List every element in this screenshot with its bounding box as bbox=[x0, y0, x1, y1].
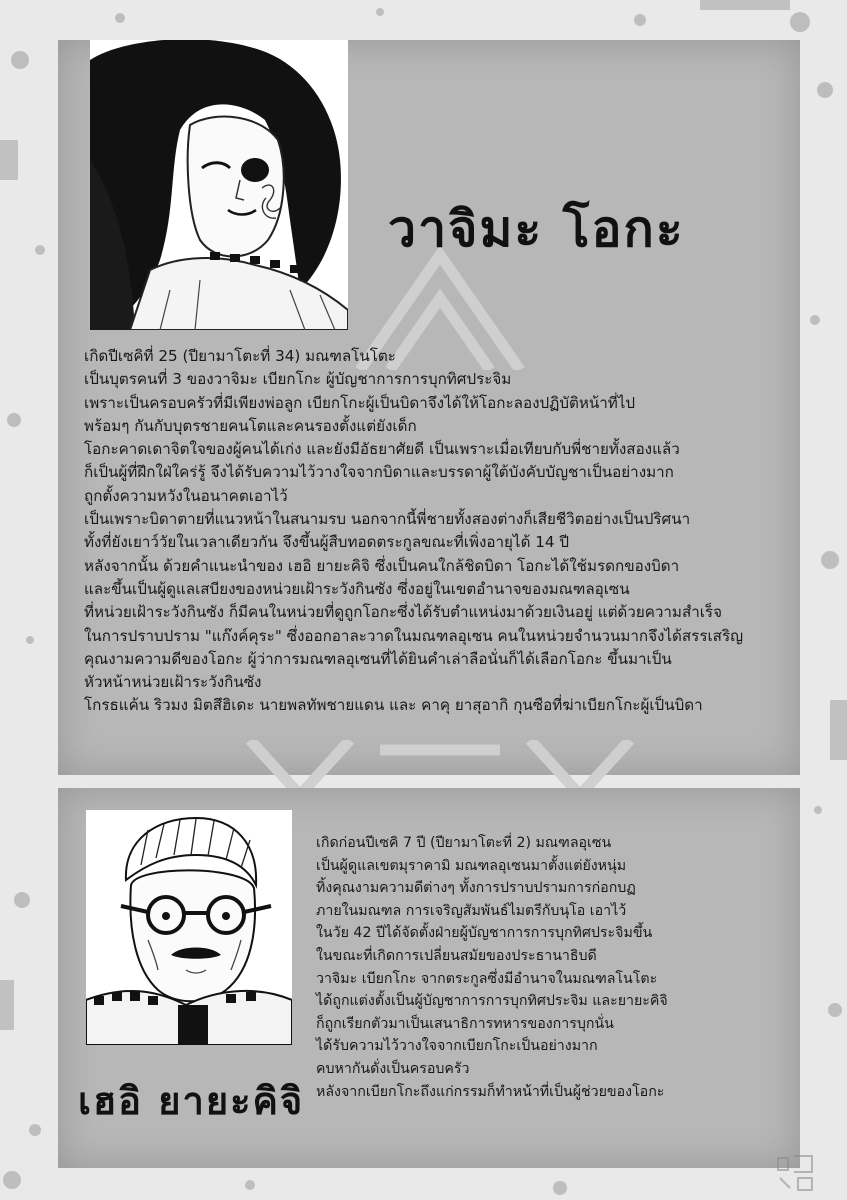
bio-line: ทิ้งคุณงามความดีต่างๆ ทั้งการปราบปรามการก่อกบฏ bbox=[316, 880, 636, 897]
bio-line: หัวหน้าหน่วยเฝ้าระวังกินซัง bbox=[84, 673, 262, 692]
bio-line: ได้ถูกแต่งตั้งเป็นผู้บัญชาการการบุกทิศประจิม และยายะคิจิ bbox=[316, 993, 668, 1010]
portrait-waji-ma-oka bbox=[90, 40, 348, 330]
bio-line: ที่หน่วยเฝ้าระวังกินซัง ก็มีคนในหน่วยที่ดูถูกโอกะซึ่งได้รับตำแหน่งมาด้วยเงินอยู่ แต่ด้วยความสำเร็จ bbox=[84, 603, 722, 622]
bio-line: เกิดปีเซคิที่ 25 (ปียามาโตะที่ 34) มณฑลโนโตะ bbox=[84, 347, 396, 365]
bio-line: ก็เป็นผู้ที่ฝึกใฝ่ใคร่รู้ จึงได้รับความไว้วางใจจากบิดาและบรรดาผู้ใต้บังคับบัญชาเป็นอย่างมาก bbox=[84, 463, 674, 482]
bio-line: ในการปราบปราม "แก๊งค์คุระ" ซึ่งออกอาละวาดในมณฑลอุเซน คนในหน่วยจำนวนมากจึงได้สรรเสริญ bbox=[84, 626, 744, 645]
bio-line: เพราะเป็นครอบครัวที่มีเพียงพ่อลูก เบียกโกะผู้เป็นบิดาจึงได้ให้โอกะลองปฏิบัติหน้าที่ไป bbox=[84, 393, 636, 412]
stamp-seal-icon bbox=[772, 1152, 818, 1192]
bio-line: เป็นผู้ดูแลเขตมุราคามิ มณฑลอุเซนมาตั้งแต่ยังหนุ่ม bbox=[316, 857, 627, 874]
portrait-hei-yayakichi bbox=[86, 810, 292, 1045]
bio-line: ถูกตั้งความหวังในอนาคตเอาไว้ bbox=[84, 486, 288, 505]
bio-line: วาจิมะ เบียกโกะ จากตระกูลซึ่งมีอำนาจในมณฑลโนโตะ bbox=[316, 970, 658, 987]
bio-line: โอกะคาดเดาจิตใจของผู้คนได้เก่ง และยังมีอัธยาศัยดี เป็นเพราะเมื่อเทียบกับพี่ชายทั้งสองแล้ว bbox=[84, 440, 680, 459]
bio-line: เป็นบุตรคนที่ 3 ของวาจิมะ เบียกโกะ ผู้บัญชาการการบุกทิศประจิม bbox=[84, 370, 512, 389]
bio-line: โกรธแค้น ริวมง มิตสึฮิเดะ นายพลทัพชายแดน และ คาคุ ยาสุอากิ กุนซือที่ฆ่าเบียกโกะผู้เป็นบิดา bbox=[84, 696, 703, 715]
bio-line: คบหากันดั่งเป็นครอบครัว bbox=[316, 1060, 470, 1077]
biography-top bbox=[84, 345, 743, 718]
bio-line: ก็ถูกเรียกตัวมาเป็นเสนาธิการทหารของการบุกนั่น bbox=[316, 1015, 614, 1032]
bio-line: ในวัย 42 ปีได้จัดตั้งฝ่ายผู้บัญชาการการบุกทิศประจิมขึ้น bbox=[316, 925, 653, 942]
character-name-bottom: เฮอิ ยายะคิจิ bbox=[78, 1079, 305, 1123]
bio-line: หลังจากนั้น ด้วยคำแนะนำของ เฮอิ ยายะคิจิ ซึ่งเป็นคนใกล้ชิดบิดา โอกะได้ใช้มรดกของบิดา bbox=[84, 556, 680, 575]
bio-line: และขึ้นเป็นผู้ดูแลเสบียงของหน่วยเฝ้าระวังกินซัง ซึ่งอยู่ในเขตอำนาจของมณฑลอุเซน bbox=[84, 579, 630, 598]
bio-line: เป็นเพราะบิดาตายที่แนวหน้าในสนามรบ นอกจากนี้พี่ชายทั้งสองต่างก็เสียชีวิตอย่างเป็นปริศนา bbox=[84, 510, 691, 529]
bio-line: ภายในมณฑล การเจริญสัมพันธ์ไมตรีกับนุโอ เอาไว้ bbox=[316, 902, 627, 919]
bio-line: หลังจากเบียกโกะถึงแก่กรรมก็ทำหน้าที่เป็นผู้ช่วยของโอกะ bbox=[316, 1083, 665, 1100]
character-name-top: วาจิมะ โอกะ bbox=[388, 200, 685, 258]
bio-line: ได้รับความไว้วางใจจากเบียกโกะเป็นอย่างมาก bbox=[316, 1038, 598, 1055]
bio-line: พร้อมๆ กันกับบุตรชายคนโตและคนรองตั้งแต่ยังเด็ก bbox=[84, 416, 417, 435]
bio-line: คุณงามความดีของโอกะ ผู้ว่าการมณฑลอุเซนที่ได้ยินคำเล่าลือนั่นก็ได้เลือกโอกะ ขึ้นมาเป็น bbox=[84, 649, 672, 668]
bio-line: ในขณะที่เกิดการเปลี่ยนสมัยของประธานาธิบดี bbox=[316, 947, 597, 964]
biography-bottom bbox=[316, 832, 668, 1103]
bio-line: ทั้งที่ยังเยาว์วัยในเวลาเดียวกัน จึงขึ้นผู้สืบทอดตระกูลขณะที่เพิ่งอายุได้ 14 ปี bbox=[84, 533, 570, 552]
bio-line: เกิดก่อนปีเซคิ 7 ปี (ปียามาโตะที่ 2) มณฑลอุเซน bbox=[316, 835, 612, 851]
